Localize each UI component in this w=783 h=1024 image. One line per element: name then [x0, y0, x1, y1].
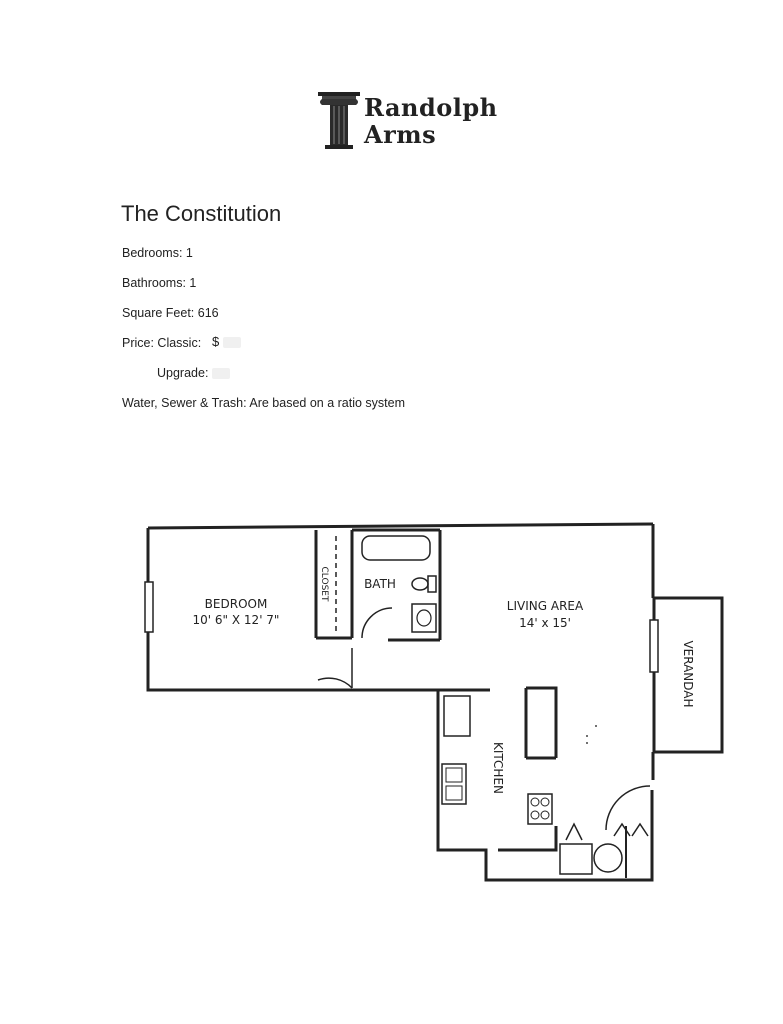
brand-name-line2: Arms: [364, 120, 437, 149]
closet-label: CLOSET: [319, 566, 329, 602]
living-area-label: LIVING AREA: [506, 599, 584, 613]
brand-logo: [316, 92, 506, 152]
bathrooms-text: Bathrooms: 1: [122, 276, 197, 290]
floor-plan: [0, 500, 783, 900]
unit-title: The Constitution: [121, 201, 282, 226]
brand-name-line1: Randolph: [364, 93, 498, 122]
utilities-text: Water, Sewer & Trash: Are based on a ratio system: [122, 396, 405, 410]
kitchen-label: KITCHEN: [491, 742, 505, 794]
price-amount: [212, 334, 241, 349]
price-label: Price: Classic:: [122, 336, 202, 350]
bedroom-label: BEDROOM: [204, 597, 268, 611]
bath-label: BATH: [364, 577, 396, 591]
redacted-upgrade-price: [212, 368, 230, 379]
upgrade-label-text: Upgrade:: [157, 366, 209, 380]
living-area-dimensions: 14' x 15': [519, 616, 571, 630]
column-icon: [316, 92, 362, 150]
bedrooms-text: Bedrooms: 1: [122, 246, 193, 260]
upgrade-label: [157, 366, 230, 380]
brand-name: [364, 94, 498, 148]
redacted-price: [223, 337, 241, 348]
bedroom-dimensions: 10' 6" X 12' 7": [192, 613, 280, 627]
verandah-label: VERANDAH: [681, 640, 695, 708]
price-currency: $: [212, 334, 220, 349]
square-feet-text: Square Feet: 616: [122, 306, 219, 320]
